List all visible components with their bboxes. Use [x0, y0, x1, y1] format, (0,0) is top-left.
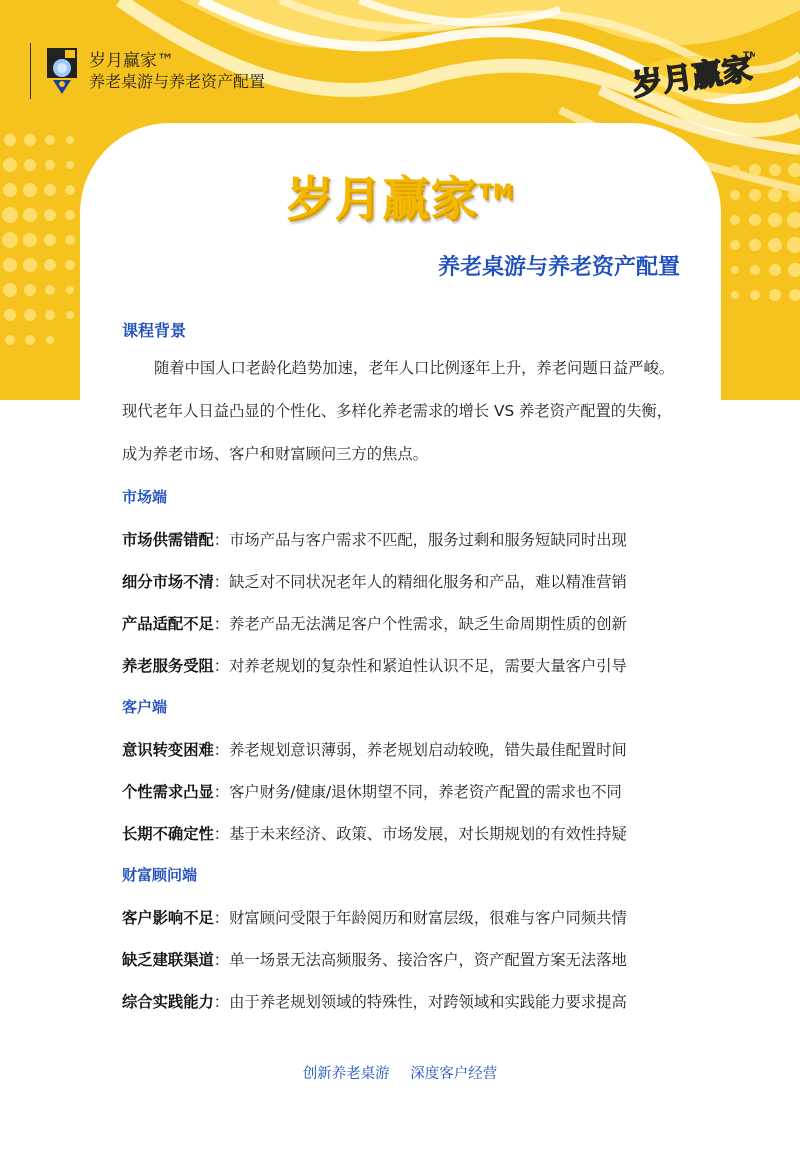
top-right-logo-mark: TM — [743, 51, 755, 61]
section-heading-client: 客户端 — [122, 698, 168, 716]
background-paragraph — [122, 347, 682, 476]
list-item — [122, 990, 682, 1012]
list-item — [122, 780, 682, 802]
list-item — [122, 570, 682, 592]
footer — [0, 1062, 800, 1083]
item-term: 养老服务受阻 — [122, 657, 214, 675]
item-term: 个性需求凸显 — [122, 783, 214, 801]
item-term: 市场供需错配 — [122, 531, 214, 549]
item-term: 细分市场不清 — [122, 573, 214, 591]
list-item — [122, 612, 682, 634]
item-term: 产品适配不足 — [122, 615, 214, 633]
header-title: 岁月赢家™ — [89, 50, 174, 71]
top-right-logo — [625, 42, 755, 104]
header-subtitle: 养老桌游与养老资产配置 — [89, 71, 266, 91]
background-heading: 课程背景 — [122, 321, 187, 340]
item-desc: ：客户财务/健康/退休期望不同，养老资产配置的需求也不同 — [213, 783, 622, 801]
item-term: 客户影响不足 — [122, 909, 214, 927]
main-title-mark: TM — [478, 179, 514, 204]
item-desc: ：基于未来经济、政策、市场发展，对长期规划的有效性持疑 — [213, 825, 627, 843]
item-term: 意识转变困难 — [122, 741, 214, 759]
brand-logo-icon — [45, 46, 79, 96]
item-term: 缺乏建联渠道 — [122, 951, 214, 969]
item-desc: ：由于养老规划领域的特殊性，对跨领域和实践能力要求提高 — [213, 993, 627, 1011]
list-item — [122, 948, 682, 970]
footer-right: 深度客户经营 — [410, 1066, 498, 1082]
list-item — [122, 822, 682, 844]
main-subtitle: 养老桌游与养老资产配置 — [437, 255, 680, 280]
list-item — [122, 738, 682, 760]
list-item — [122, 906, 682, 928]
item-term: 长期不确定性 — [122, 825, 214, 843]
item-desc: ：养老产品无法满足客户个性需求，缺乏生命周期性质的创新 — [213, 615, 627, 633]
background-text: 随着中国人口老龄化趋势加速，老年人口比例逐年上升，养老问题日益严峻。现代老年人日益凸显的个性化、多样化养老需求的增长 VS 养老资产配置的失衡，成为养老市场、客户和财富顾问三方的焦点。 — [122, 359, 675, 463]
main-title — [0, 162, 800, 229]
top-right-logo-text: 岁月赢家 — [630, 51, 755, 104]
item-desc: ：缺乏对不同状况老年人的精细化服务和产品，难以精准营销 — [213, 573, 627, 591]
item-desc: ：市场产品与客户需求不匹配，服务过剩和服务短缺同时出现 — [213, 531, 627, 549]
list-item — [122, 654, 682, 676]
header-brand — [30, 43, 265, 99]
item-desc: ：财富顾问受限于年龄阅历和财富层级，很难与客户同频共情 — [213, 909, 627, 927]
footer-left: 创新养老桌游 — [302, 1066, 390, 1082]
section-heading-advisor: 财富顾问端 — [122, 866, 198, 884]
section-heading-market: 市场端 — [122, 488, 168, 506]
item-desc: ：对养老规划的复杂性和紧迫性认识不足，需要大量客户引导 — [213, 657, 627, 675]
item-desc: ：单一场景无法高频服务、接洽客户，资产配置方案无法落地 — [213, 951, 627, 969]
list-item — [122, 528, 682, 550]
item-desc: ：养老规划意识薄弱，养老规划启动较晚，错失最佳配置时间 — [213, 741, 627, 759]
main-title-text: 岁月赢家 — [286, 172, 479, 227]
item-term: 综合实践能力 — [122, 993, 214, 1011]
